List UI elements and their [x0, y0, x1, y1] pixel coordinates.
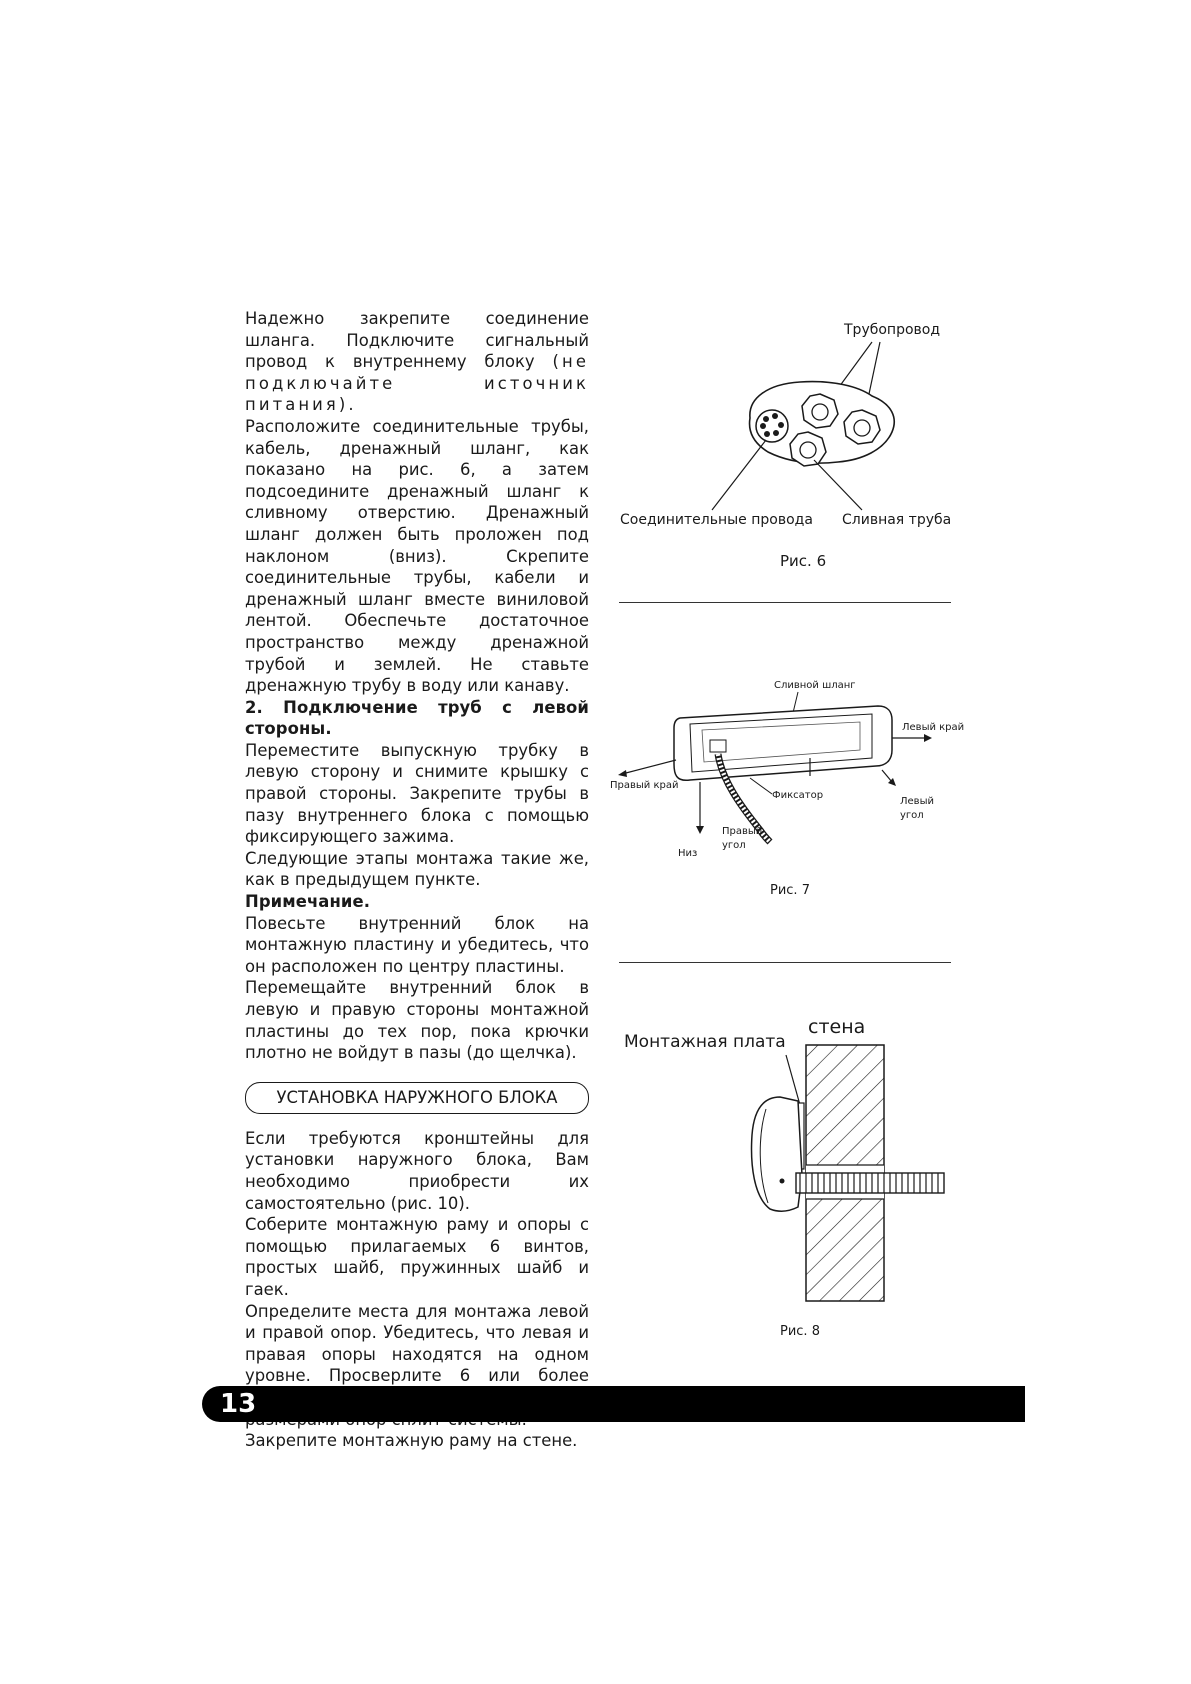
label-pipeline: Трубопровод: [844, 322, 941, 338]
figure-8-wall-mount: [620, 1005, 980, 1345]
page-footer-bar: [202, 1386, 1025, 1422]
label-right-corner-1: Правый: [722, 826, 763, 837]
heading-left-side-connection: 2. Подключение труб с левой стороны.: [245, 697, 589, 739]
label-bottom: Низ: [678, 848, 698, 859]
paragraph-move-outlet: Переместите выпускную трубку в левую сторону и снимите крышку с правой стороны. Закрепите трубы в пазу внутреннего блока с помощью фиксирующего зажима.: [245, 740, 589, 847]
figure-6-caption: Рис. 6: [780, 552, 827, 570]
paragraph-assemble-frame: Соберите монтажную раму и опоры с помощью прилагаемых 6 винтов, простых шайб, пружинных шайб и гаек.: [245, 1215, 589, 1299]
paragraph-brackets: Если требуются кронштейны для установки наружного блока, Вам необходимо приобрести их самостоятельно (рис. 10).: [245, 1128, 589, 1213]
figure-8-caption: Рис. 8: [780, 1324, 820, 1339]
paragraph-pipe-layout: Расположите соединительные трубы, кабель, дренажный шланг, как показано на рис. 6, а затем подсоедините дренажный шланг к сливному отверстию. Дренажный шланг должен быть проложен под наклоном (вниз). Скрепите соединительные трубы, кабели и дренажный шланг вместе виниловой лентой. Обеспечьте достаточное пространство между дренажной трубой и землей. Не ставьте дренажную трубу в воду или канаву.: [245, 416, 589, 696]
divider-2: [619, 962, 951, 963]
label-drain-hose: Сливной шланг: [774, 680, 856, 691]
paragraph-fix-frame: Закрепите монтажную раму на стене.: [245, 1431, 578, 1451]
text-hose-connection: Надежно закрепите соединение шланга. Подключите сигнальный провод к внутреннему блоку: [245, 309, 589, 372]
paragraph-move-unit: Перемещайте внутренний блок в левую и правую стороны монтажной пластины до тех пор, пока крючки плотно не войдут в пазы (до щелчка).: [245, 978, 589, 1063]
indoor-unit-outline: [674, 706, 892, 780]
label-wall: стена: [808, 1016, 866, 1038]
label-mounting-plate: Монтажная плата: [624, 1032, 786, 1052]
page-number: 13: [220, 1389, 257, 1419]
wire-bundle: [756, 410, 788, 442]
paragraph-supports: Определите места для монтажа левой и правой опор. Убедитесь, что левая и правая опоры находятся на одном уровне. Просверлите 6 или более: [245, 1301, 589, 1386]
label-left-corner-1: Левый: [900, 796, 934, 807]
label-right-corner-2: угол: [722, 840, 746, 851]
label-connecting-wires: Соединительные провода: [620, 512, 813, 528]
power-warning-text: (не подключайте источник питания).: [245, 352, 590, 415]
label-left-edge: Левый край: [902, 722, 965, 733]
main-text-column: [245, 308, 589, 1452]
divider-1: [619, 602, 951, 603]
label-right-edge: Правый край: [610, 780, 679, 791]
drain-pipe-through-wall: [796, 1173, 944, 1193]
label-left-corner-2: угол: [900, 810, 924, 821]
pipe-right: [844, 410, 880, 444]
paragraph-hang-unit: Повесьте внутренний блок на монтажную пластину и убедитесь, что он расположен по центру пластины.: [245, 913, 589, 976]
indoor-unit-side: [752, 1097, 802, 1211]
paragraph-hose-connection: [245, 308, 589, 416]
figure-7-caption: Рис. 7: [770, 883, 810, 898]
figure-6-pipe-bundle: [600, 310, 970, 575]
label-clamp: Фиксатор: [772, 790, 824, 801]
pipe-drain: [790, 432, 826, 466]
paragraph-next-steps: Следующие этапы монтажа такие же, как в предыдущем пункте.: [245, 848, 589, 890]
pipe-upper: [802, 394, 838, 428]
figure-7-left-side-piping: [610, 670, 970, 905]
label-drain-pipe: Сливная труба: [842, 512, 952, 528]
note-title: Примечание.: [245, 892, 371, 912]
section-title-outdoor-unit: УСТАНОВКА НАРУЖНОГО БЛОКА: [245, 1082, 589, 1114]
